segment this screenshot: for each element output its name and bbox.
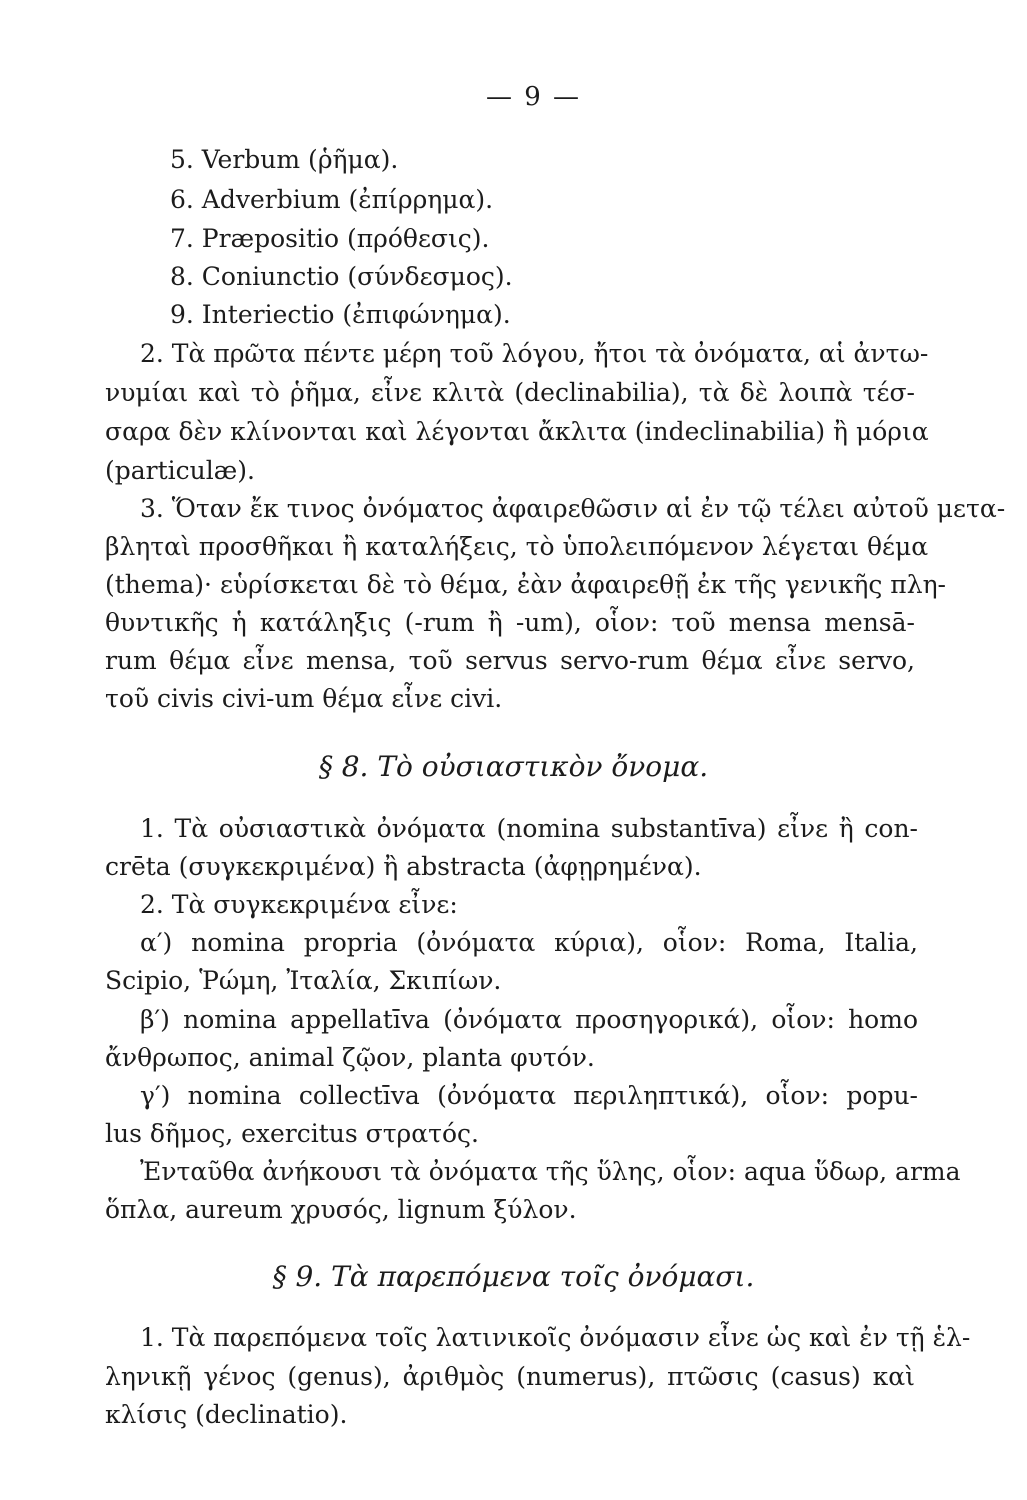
para3-line: (thema)· εὑρίσκεται δὲ τὸ θέμα, ἐὰν ἀφαιρεθῇ ἐκ τῆς γενικῆς πλη- <box>105 570 947 599</box>
list-item-praepositio: 7. Præpositio (πρόθεσις). <box>170 224 490 253</box>
page-number: — 9 — <box>485 82 582 112</box>
section9-line: 1. Τὰ παρεπόμενα τοῖς λατινικοῖς ὀνόμασιν εἶνε ὡς καὶ ἐν τῇ ἑλ- <box>140 1323 971 1352</box>
para3-line: βληταὶ προσθῆκαι ἢ καταλήξεις, τὸ ὑπολειπόμενον λέγεται θέμα <box>105 532 929 561</box>
para2-line: (particulæ). <box>105 456 255 485</box>
section8-line: 1. Τὰ οὐσιαστικὰ ὀνόματα (nomina substantīva) εἶνε ἢ con- <box>140 814 918 843</box>
section8-line: α′) nomina propria (ὀνόματα κύρια), οἷον: Roma, Italia, <box>140 928 918 957</box>
section8-line: crēta (συγκεκριμένα) ἢ abstracta (ἀφῃρημένα). <box>105 852 702 881</box>
section-9-heading: § 9. Τὰ παρεπόμενα τοῖς ὀνόμασι. <box>272 1260 755 1293</box>
para2-line: 2. Τὰ πρῶτα πέντε μέρη τοῦ λόγου, ἤτοι τὰ ὀνόματα, αἱ ἀντω- <box>140 339 929 368</box>
section9-line: κλίσις (declinatio). <box>105 1400 348 1429</box>
section8-line: Ἐνταῦθα ἀνήκουσι τὰ ὀνόματα τῆς ὕλης, οἷον: aqua ὕδωρ, arma <box>140 1157 961 1186</box>
list-item-interiectio: 9. Interiectio (ἐπιφώνημα). <box>170 300 511 329</box>
section8-line: ἄνθρωπος, animal ζῷον, planta φυτόν. <box>105 1043 595 1072</box>
section8-line: Scipio, Ῥώμη, Ἰταλία, Σκιπίων. <box>105 966 502 995</box>
section8-line: β′) nomina appellatīva (ὀνόματα προσηγορικά), οἷον: homo <box>140 1005 918 1034</box>
para3-line: τοῦ civis civi-um θέμα εἶνε civi. <box>105 684 503 713</box>
section8-line: 2. Τὰ συγκεκριμένα εἶνε: <box>140 890 458 919</box>
list-item-coniunctio: 8. Coniunctio (σύνδεσμος). <box>170 262 513 291</box>
section8-line: lus δῆμος, exercitus στρατός. <box>105 1119 479 1148</box>
section9-line: ληνικῇ γένος (genus), ἀριθμὸς (numerus), πτῶσις (casus) καὶ <box>105 1362 915 1391</box>
list-item-adverbium: 6. Adverbium (ἐπίρρημα). <box>170 185 494 214</box>
para2-line: νυμίαι καὶ τὸ ῥῆμα, εἶνε κλιτὰ (declinabilia), τὰ δὲ λοιπὰ τέσ- <box>105 378 915 407</box>
section8-line: ὅπλα, aureum χρυσός, lignum ξύλον. <box>105 1195 577 1224</box>
para2-line: σαρα δὲν κλίνονται καὶ λέγονται ἄκλιτα (indeclinabilia) ἢ μόρια <box>105 417 929 446</box>
list-item-verbum: 5. Verbum (ῥῆμα). <box>170 145 399 174</box>
para3-line: 3. Ὅταν ἔκ τινος ὀνόματος ἀφαιρεθῶσιν αἱ ἐν τῷ τέλει αὐτοῦ μετα- <box>140 494 1006 523</box>
para3-line: rum θέμα εἶνε mensa, τοῦ servus servo-rum θέμα εἶνε servo, <box>105 646 915 675</box>
section-8-heading: § 8. Τὸ οὐσιαστικὸν ὄνομα. <box>318 750 709 783</box>
para3-line: θυντικῆς ἡ κατάληξις (-rum ἢ -um), οἷον: τοῦ mensa mensā- <box>105 608 915 637</box>
section8-line: γ′) nomina collectīva (ὀνόματα περιληπτικά), οἷον: popu- <box>140 1081 918 1110</box>
